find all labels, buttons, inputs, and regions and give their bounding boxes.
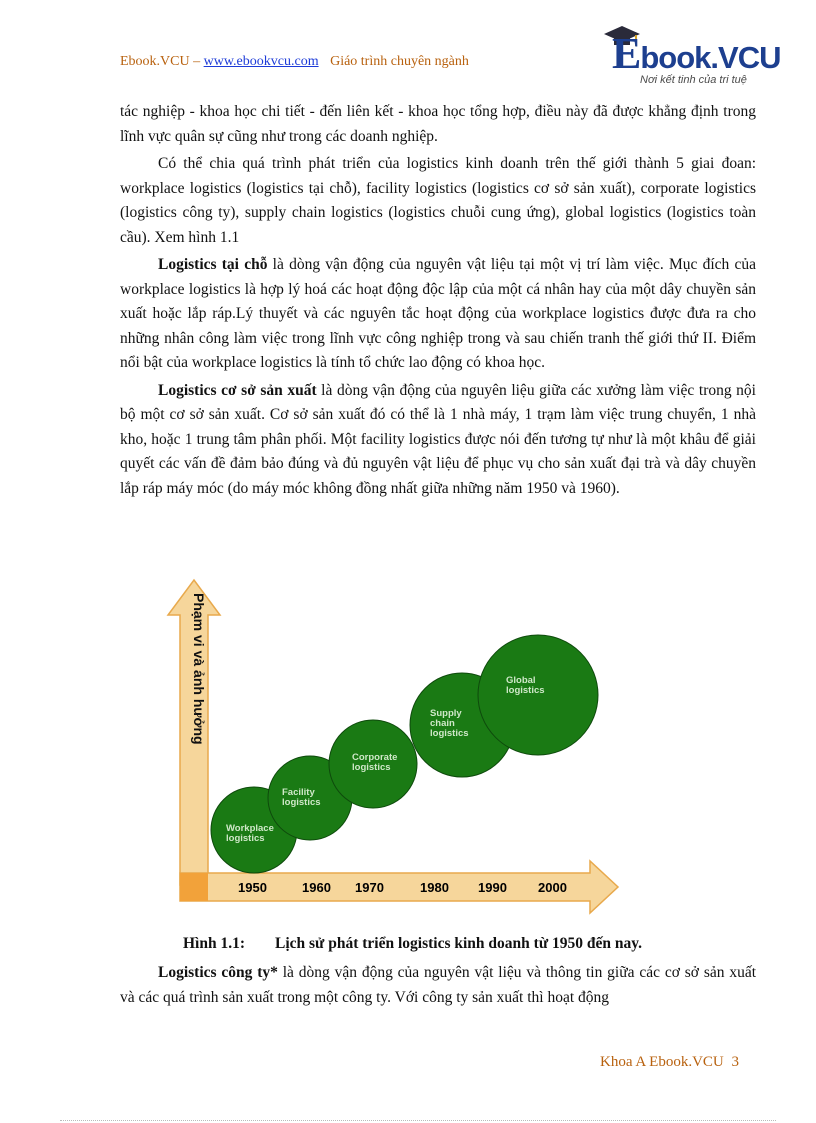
- stage-label: Facility: [282, 787, 315, 798]
- page-footer: [600, 1054, 739, 1071]
- page-number: 3: [731, 1054, 739, 1070]
- caption-text: Lịch sử phát triển logistics kinh doanh từ 1950 đến nay.: [275, 935, 643, 952]
- paragraph: Có thể chia quá trình phát triển của logistics kinh doanh trên thế giới thành 5 giai đoan: workplace logistics (logistics tại chỗ), facility logistics (logistics cơ sở sản xuất), corporate logistics (logistics công ty), supply chain logistics (logistics chuỗi cung ứng), global logistics (logistics toàn cầu). Xem hình 1.1: [120, 155, 756, 246]
- paragraph: tác nghiệp - khoa học chi tiết - đến liên kết - khoa học tổng hợp, điều này đã được khẳng định trong lĩnh vực quân sự cũng như trong các doanh nghiệp.: [120, 103, 756, 145]
- stage-label: logistics: [226, 833, 265, 844]
- stage-label: Supply: [430, 708, 462, 719]
- stage-label: logistics: [282, 797, 321, 808]
- paragraph: Logistics tại chỗ là dòng vận động của nguyên vật liệu tại một vị trí làm việc. Mục đích của workplace logistics là hợp lý hoá các hoạt động độc lập của một cá nhân hay của một dây chuyền sản xuất hoặc lắp ráp.Lý thuyết và các nguyên tắc hoạt động của workplace logistics được đưa ra cho những nhân công làm việc trong lĩnh vực công nghiệp trong và sau chiến tranh thế giới thứ II. Điểm nổi bật của workplace logistics là tính tổ chức lao động có khoa học.: [120, 256, 757, 371]
- footer-text: Khoa A Ebook.VCU: [600, 1054, 724, 1070]
- stage-label: Workplace: [226, 823, 274, 834]
- body-text-continued: [120, 960, 756, 1010]
- page-header: [120, 54, 469, 70]
- stage-label: chain: [430, 718, 455, 729]
- term-facility: Logistics cơ sở sản xuất: [158, 381, 317, 399]
- page-divider: [60, 1120, 776, 1121]
- stage-label: logistics: [352, 762, 391, 773]
- header-suffix: Giáo trình chuyên ngành: [330, 54, 469, 69]
- body-text: [120, 100, 756, 501]
- year-label: 1990: [478, 880, 507, 895]
- year-label: 1950: [238, 880, 267, 895]
- caption-number: Hình 1.1:: [183, 935, 246, 952]
- logo-letter: E: [612, 29, 641, 78]
- paragraph: Logistics công ty* là dòng vận động của nguyên vật liệu và thông tin giữa các cơ sở sản xuất và các quá trình sản xuất trong một công ty. Với công ty sản xuất thì hoạt động: [120, 964, 757, 1006]
- year-label: 2000: [538, 880, 567, 895]
- stage-label: logistics: [506, 685, 545, 696]
- figure-caption: [183, 935, 642, 953]
- term-corporate: Logistics công ty*: [158, 964, 278, 981]
- header-link[interactable]: www.ebookvcu.com: [203, 54, 319, 69]
- stage-label: Global: [506, 675, 536, 686]
- logo-slogan: Nơi kết tinh của tri tuệ: [640, 74, 747, 86]
- axis-corner: [180, 873, 208, 901]
- y-axis-label: Phạm vi và ảnh hưởng: [191, 593, 207, 745]
- year-label: 1970: [355, 880, 384, 895]
- logo-text: [612, 28, 780, 79]
- stage-label: logistics: [430, 728, 469, 739]
- header-prefix: Ebook.VCU –: [120, 54, 201, 69]
- ebook-logo: [600, 24, 781, 94]
- year-label: 1960: [302, 880, 331, 895]
- stage-label: Corporate: [352, 752, 398, 763]
- logo-word: book.VCU: [640, 40, 781, 75]
- term-workplace: Logistics tại chỗ: [158, 256, 268, 273]
- year-label: 1980: [420, 880, 449, 895]
- paragraph: Logistics cơ sở sản xuất là dòng vận động của nguyên liệu giữa các xưởng làm việc trong nội bộ một cơ sở sản xuất. Cơ sở sản xuất đó có thể là 1 nhà máy, 1 trạm làm việc trung chuyển, 1 nhà kho, hoặc 1 trung tâm phân phối. Một facility logistics được nói đến tương tự như là một khâu để giải quyết các vấn đề đảm bảo đúng và đủ nguyên vật liệu để phục vụ cho sản xuất đại trà và dây chuyền lắp ráp máy móc (do máy móc không đồng nhất giữa những năm 1950 và 1960).: [120, 381, 756, 497]
- logistics-history-diagram: [160, 575, 630, 920]
